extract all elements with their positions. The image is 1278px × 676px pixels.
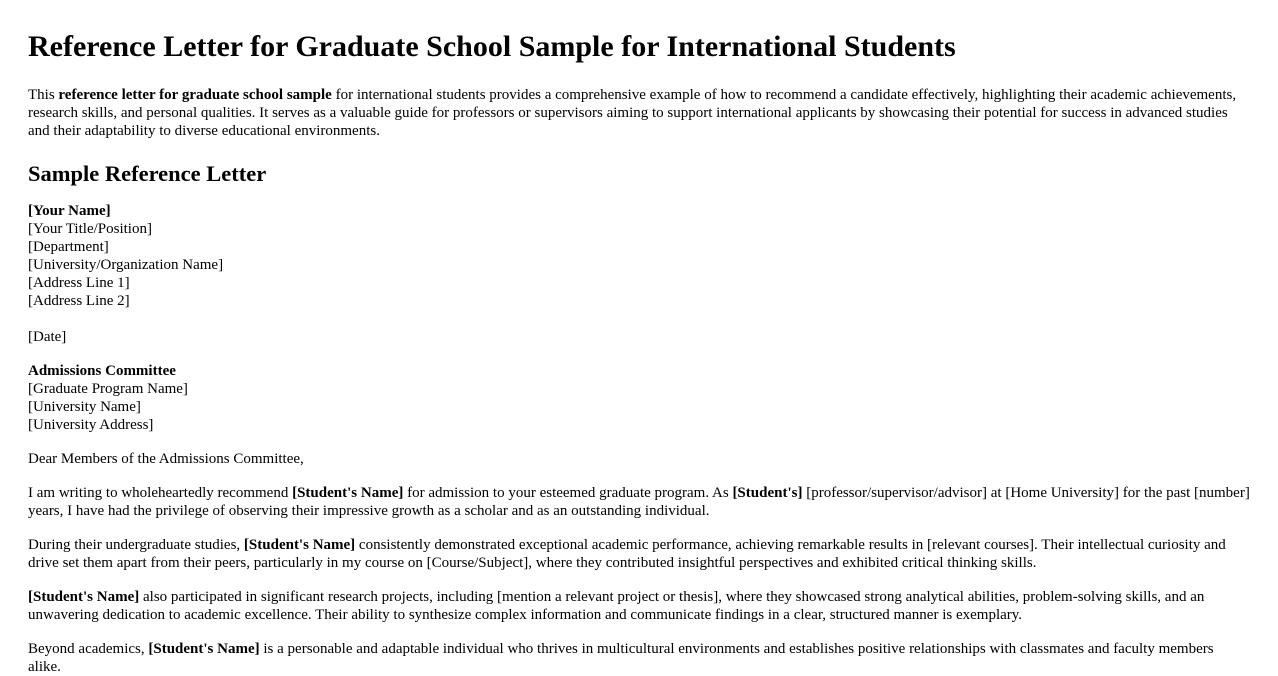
- sender-block: [28, 202, 1250, 310]
- student-name-placeholder: [Student's Name]: [292, 485, 404, 501]
- page-title: Reference Letter for Graduate School Sample for International Students: [28, 30, 956, 63]
- intro-paragraph: [28, 86, 1250, 140]
- para-text: is a personable and adaptable individual who thrives in multicultural environments and establishes positive relationships with classmates and faculty members alike.: [28, 641, 1214, 675]
- para-text: consistently demonstrated exceptional academic performance, achieving remarkable results in [relevant courses]. Their intellectual curiosity and drive set them apart from their peers, particularly in my course on [Course/Subject], where they contributed insightful perspectives and exhibited critical thinking skills.: [28, 537, 1226, 571]
- para-text: for admission to your esteemed graduate program. As: [403, 485, 733, 501]
- recipient-line: [Graduate Program Name]: [28, 381, 188, 397]
- sender-line: [Address Line 2]: [28, 293, 130, 309]
- student-name-placeholder: [Student's Name]: [28, 589, 140, 605]
- intro-bold-phrase: reference letter for graduate school sample: [58, 87, 332, 103]
- para-text: [professor/supervisor/advisor] at [Home University] for the past [number] years, I have had the privilege of observing their impressive growth as a scholar and as an outstanding individual.: [28, 485, 1250, 519]
- letter-paragraph-3: [28, 588, 1250, 624]
- sender-line: [University/Organization Name]: [28, 257, 224, 273]
- recipient-line: [University Address]: [28, 417, 154, 433]
- student-possessive-placeholder: [Student's]: [732, 485, 803, 501]
- student-name-placeholder: [Student's Name]: [243, 537, 356, 553]
- salutation: Dear Members of the Admissions Committee,: [28, 451, 304, 467]
- para-text: also participated in significant research projects, including [mention a relevant project or thesis], where they showcased strong analytical abilities, problem-solving skills, and an unwavering dedication to academic excellence. Their ability to synthesize complex information and communicate findings in a clear, structured manner is exemplary.: [28, 589, 1205, 623]
- recipient-line: [University Name]: [28, 399, 141, 415]
- student-name-placeholder: [Student's Name]: [148, 641, 260, 657]
- recipient-name: Admissions Committee: [28, 363, 176, 379]
- para-text: I am writing to wholeheartedly recommend: [28, 485, 293, 501]
- recipient-block: [28, 362, 1250, 434]
- sender-line: [Your Title/Position]: [28, 221, 152, 237]
- sender-name: [Your Name]: [28, 203, 111, 219]
- sender-line: [Address Line 1]: [28, 275, 130, 291]
- letter-paragraph-2: [28, 536, 1250, 572]
- sender-line: [Department]: [28, 239, 109, 255]
- date-line: [Date]: [28, 329, 67, 345]
- intro-text-start: This: [28, 87, 59, 103]
- intro-text-end: for international students provides a comprehensive example of how to recommend a candidate effectively, highlighting their academic achievements, research skills, and personal qualities. It serves as a valuable guide for professors or supervisors aiming to support international applicants by showcasing their potential for success in advanced studies and their adaptability to diverse educational environments.: [28, 87, 1237, 139]
- para-text: During their undergraduate studies,: [28, 537, 244, 553]
- section-heading: Sample Reference Letter: [28, 161, 267, 186]
- letter-paragraph-4: [28, 640, 1250, 676]
- para-text: Beyond academics,: [28, 641, 149, 657]
- letter-paragraph-1: [28, 484, 1250, 520]
